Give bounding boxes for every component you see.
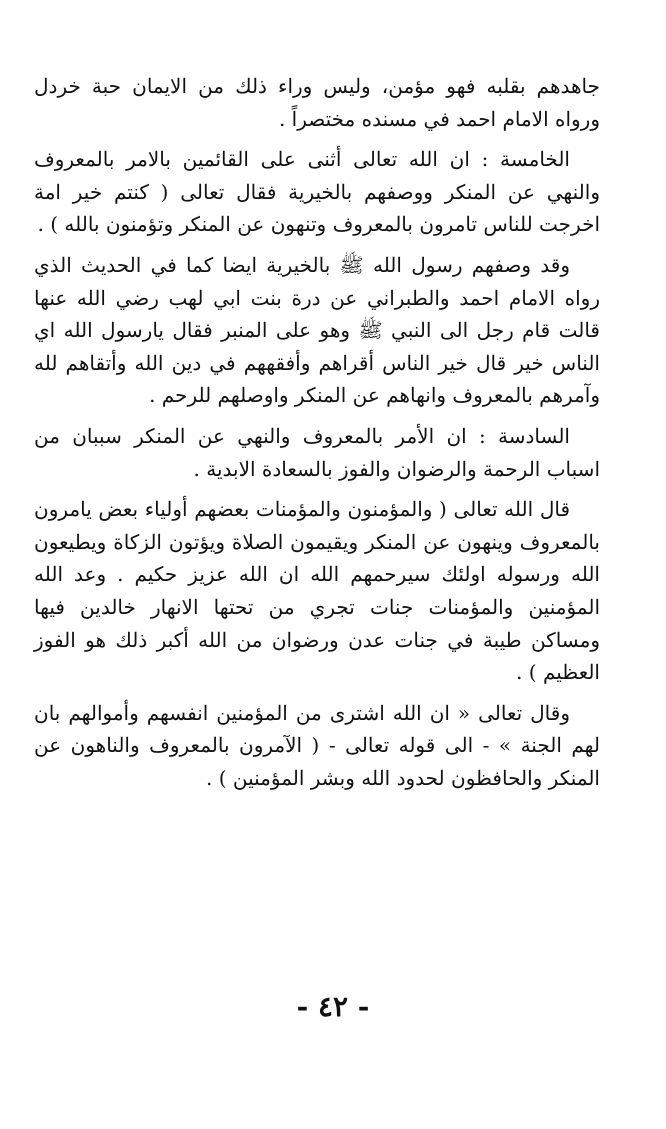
page-number: - ٤٢ - [296, 990, 370, 1023]
body-text [34, 70, 600, 802]
paragraph-fifth-point: الخامسة : ان الله تعالى أثنى على القائمين بالامر بالمعروف والنهي عن المنكر ووصفهم بالخيرية فقال تعالى ( كنتم خير امة اخرجت للناس تامرون بالمعروف وتنهون عن المنكر وتؤمنون بالله ) . [34, 147, 600, 237]
paragraph-sixth-point: السادسة : ان الأمر بالمعروف والنهي عن المنكر سببان من اسباب الرحمة والرضوان والفوز بالسعادة الابدية . [34, 423, 600, 481]
paragraph-quran-verse-believers: قال الله تعالى ( والمؤمنون والمؤمنات بعضهم أولياء بعض يامرون بالمعروف وينهون عن المنكر ويقيمون الصلاة ويؤتون الزكاة ويطيعون الله ورسوله اولئك سيرحمهم الله ان الله عزيز حكيم . وعد الله المؤمنين والمؤمنات جنات تجري من تحتها الانهار خالدين فيها ومساكن طيبة في جنات عدن ورضوان من الله أكبر ذلك هو الفوز العظيم ) . [34, 497, 600, 685]
paragraph-quran-verse-purchase: وقال تعالى « ان الله اشترى من المؤمنين انفسهم وأموالهم بان لهم الجنة » - الى قوله تعالى - ( الآمرون بالمعروف والناهون عن المنكر والحافظون لحدود الله وبشر المؤمنين ) . [34, 700, 600, 790]
paragraph-prophet-description: وقد وصفهم رسول الله ﷺ بالخيرية ايضا كما في الحديث الذي رواه الامام احمد والطبراني عن درة بنت ابي لهب رضي الله عنها قالت قام رجل الى النبي ﷺ وهو على المنبر فقال يارسول الله اي الناس خير قال خير الناس أقراهم وأفقههم في دين الله وأتقاهم لله وآمرهم بالمعروف وانهاهم عن المنكر واوصلهم للرحم . [34, 252, 600, 408]
paragraph-hadith-ending: جاهدهم بقلبه فهو مؤمن، وليس وراء ذلك من الايمان حبة خردل ورواه الامام احمد في مسنده مختصراً . [34, 74, 600, 131]
